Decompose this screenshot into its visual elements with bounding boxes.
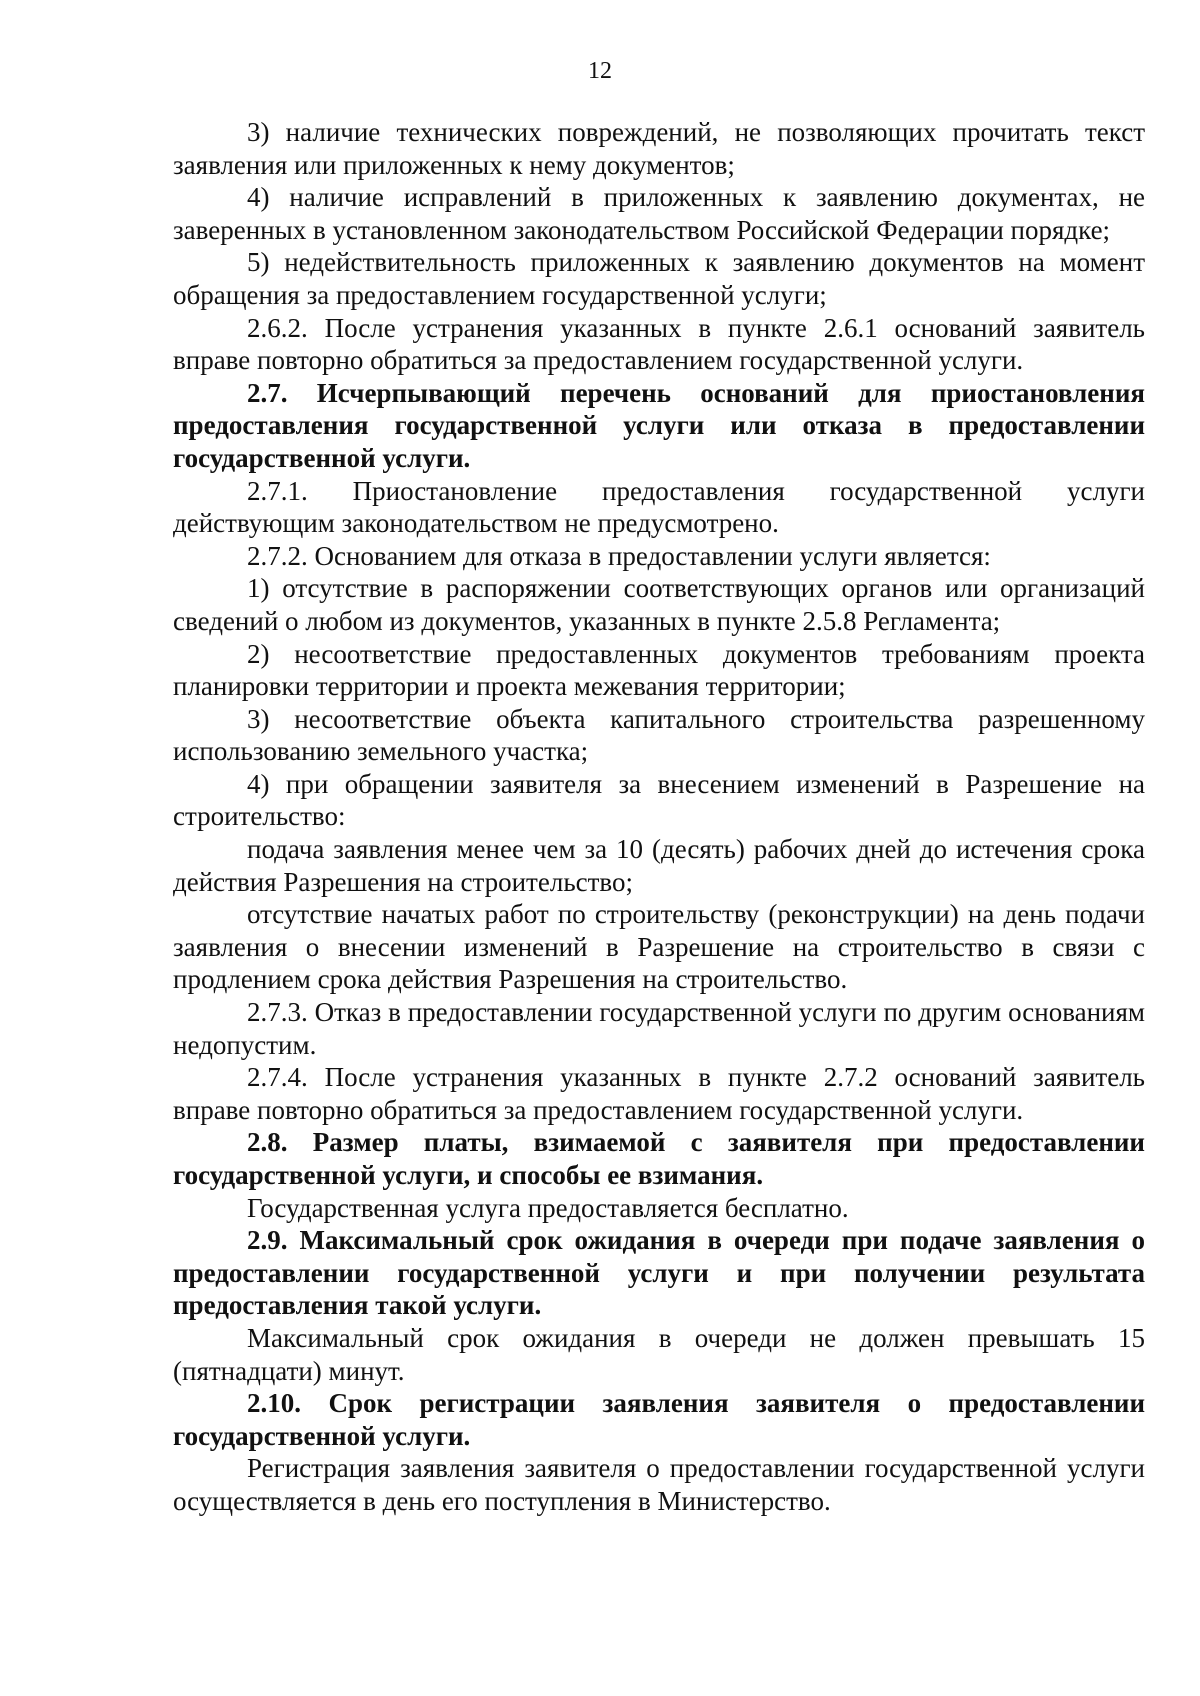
paragraph-item-4: 4) наличие исправлений в приложенных к заявлению документах, не заверенных в установленном законодательством Российской Федерации порядке; [173,182,1145,245]
paragraph-refusal-4-b: отсутствие начатых работ по строительству (реконструкции) на день подачи заявления о внесении изменений в Разрешение на строительство в связи с продлением срока действия Разрешения на строительство. [173,899,1145,995]
document-body [173,116,1145,1518]
paragraph-2-6-2: 2.6.2. После устранения указанных в пункте 2.6.1 оснований заявитель вправе повторно обратиться за предоставлением государственной услуги. [173,312,1145,376]
paragraph-item-3: 3) наличие технических повреждений, не позволяющих прочитать текст заявления или приложенных к нему документов; [173,117,1145,180]
paragraph-refusal-2: 2) несоответствие предоставленных документов требованиям проекта планировки территории и проекта межевания территории; [173,638,1145,702]
paragraph-refusal-4-a: подача заявления менее чем за 10 (десять) рабочих дней до истечения срока действия Разрешения на строительство; [173,834,1145,897]
paragraph-refusal-1: 1) отсутствие в распоряжении соответствующих органов или организаций сведений о любом из документов, указанных в пункте 2.5.8 Регламента; [173,573,1145,636]
paragraph-2-7-4: 2.7.4. После устранения указанных в пункте 2.7.2 оснований заявитель вправе повторно обратиться за предоставлением государственной услуги. [173,1062,1145,1125]
paragraph-2-7-2: 2.7.2. Основанием для отказа в предоставлении услуги является: [247,540,991,571]
page-number: 12 [588,58,612,84]
paragraph-refusal-3: 3) несоответствие объекта капитального строительства разрешенному использованию земельного участка; [173,703,1145,767]
paragraph-2-7-1: 2.7.1. Приостановление предоставления государственной услуги действующим законодательством не предусмотрено. [173,475,1145,539]
section-heading-2-10: 2.10. Срок регистрации заявления заявителя о предоставлении государственной услуги. [173,1388,1145,1451]
paragraph-wait-time: Максимальный срок ожидания в очереди не должен превышать 15 (пятнадцати) минут. [173,1322,1145,1386]
section-heading-2-8: 2.8. Размер платы, взимаемой с заявителя при предоставлении государственной услуги, и способы ее взимания. [173,1127,1145,1190]
paragraph-item-5: 5) недействительность приложенных к заявлению документов на момент обращения за предоставлением государственной услуги; [173,247,1145,310]
paragraph-registration: Регистрация заявления заявителя о предоставлении государственной услуги осуществляется в день его поступления в Министерство. [173,1453,1145,1516]
section-heading-2-7: 2.7. Исчерпывающий перечень оснований для приостановления предоставления государственной услуги или отказа в предоставлении государственной услуги. [173,377,1145,473]
paragraph-refusal-4: 4) при обращении заявителя за внесением изменений в Разрешение на строительство: [173,768,1145,832]
section-heading-2-9: 2.9. Максимальный срок ожидания в очереди при подаче заявления о предоставлении государственной услуги и при получении результата предоставления такой услуги. [173,1225,1145,1321]
paragraph-2-7-3: 2.7.3. Отказ в предоставлении государственной услуги по другим основаниям недопустим. [173,997,1145,1060]
paragraph-free-service: Государственная услуга предоставляется бесплатно. [247,1192,849,1223]
